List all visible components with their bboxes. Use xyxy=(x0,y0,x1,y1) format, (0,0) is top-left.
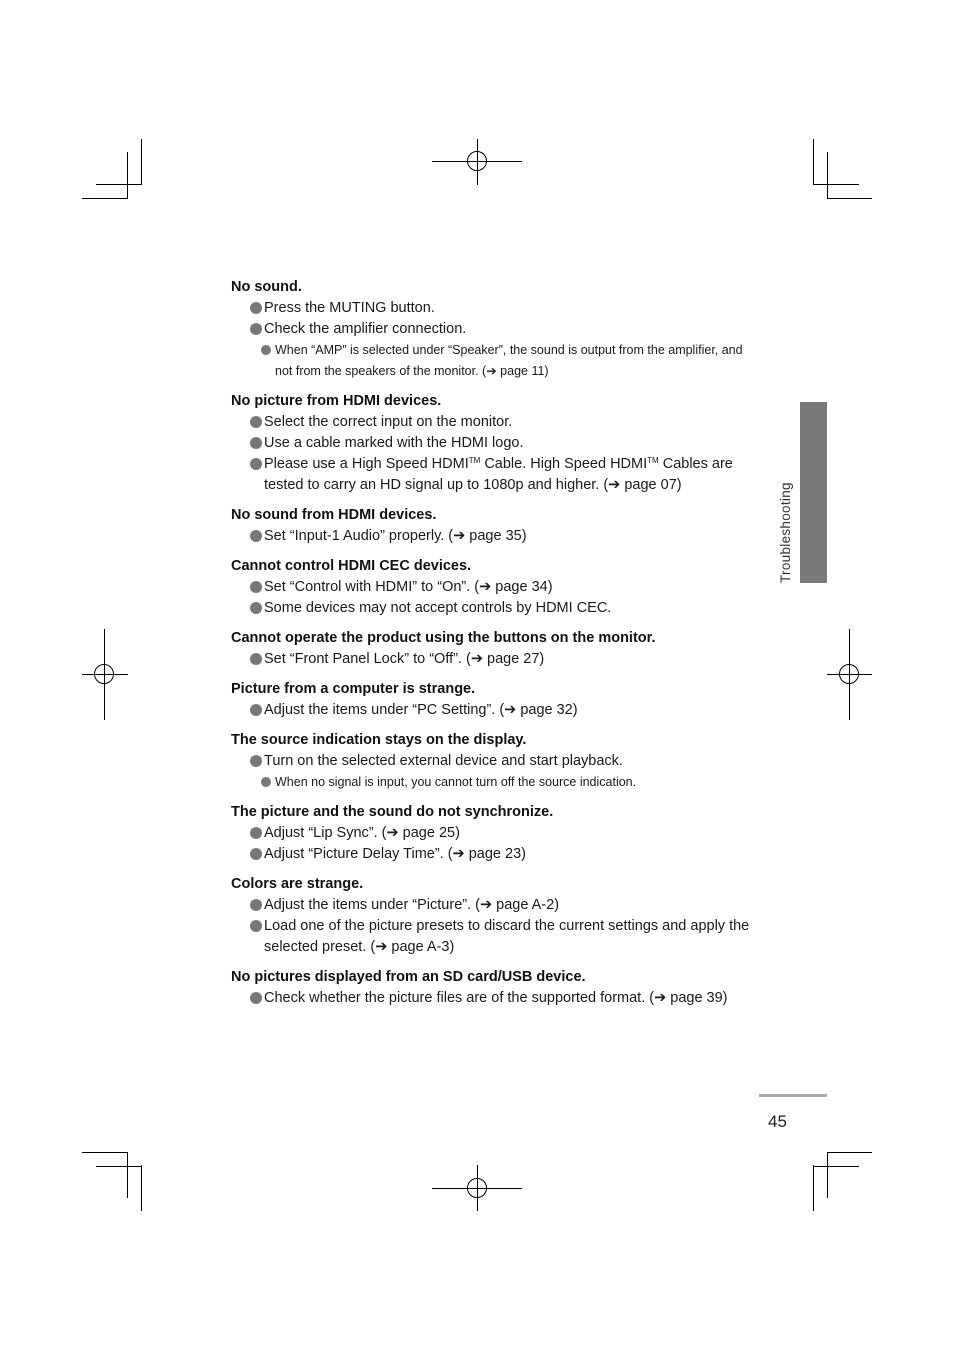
item-text: Turn on the selected external device and start playback. xyxy=(264,753,623,769)
bullet-icon xyxy=(261,777,271,787)
bullet-icon xyxy=(250,827,262,839)
item-text: When “AMP” is selected under “Speaker”, the sound is output from the amplifier, and not from the speakers of the monitor. (➔ page 11) xyxy=(275,343,743,378)
item-text: Check the amplifier connection. xyxy=(264,321,467,337)
item-text: Adjust “Picture Delay Time”. (➔ page 23) xyxy=(264,846,526,862)
item-text: Check whether the picture files are of the supported format. (➔ page 39) xyxy=(264,990,728,1006)
item-text: Use a cable marked with the HDMI logo. xyxy=(264,435,524,451)
section-heading: No sound. xyxy=(231,279,302,295)
bullet-icon xyxy=(250,755,262,767)
troubleshooting-section xyxy=(231,556,751,619)
bullet-icon xyxy=(250,530,262,542)
section-heading: The source indication stays on the display. xyxy=(231,732,527,748)
bullet-item xyxy=(231,751,751,772)
bullet-item xyxy=(231,649,751,670)
bullet-icon xyxy=(250,302,262,314)
item-text: Press the MUTING button. xyxy=(264,300,435,316)
bullet-item xyxy=(231,412,751,433)
bullet-item xyxy=(231,598,751,619)
bullet-icon xyxy=(250,458,262,470)
troubleshooting-section xyxy=(231,874,751,958)
troubleshooting-section xyxy=(231,967,751,1009)
bullet-icon xyxy=(261,345,271,355)
bullet-item xyxy=(231,700,751,721)
note-item xyxy=(231,772,751,793)
item-text: Adjust “Lip Sync”. (➔ page 25) xyxy=(264,825,460,841)
section-heading: The picture and the sound do not synchronize. xyxy=(231,804,554,820)
section-heading: No sound from HDMI devices. xyxy=(231,507,437,523)
section-heading: Picture from a computer is strange. xyxy=(231,681,476,697)
section-heading: No pictures displayed from an SD card/USB device. xyxy=(231,969,586,985)
bullet-icon xyxy=(250,437,262,449)
item-text: Select the correct input on the monitor. xyxy=(264,414,513,430)
note-item xyxy=(231,340,751,382)
item-text: Set “Input-1 Audio” properly. (➔ page 35) xyxy=(264,528,527,544)
bullet-item xyxy=(231,298,751,319)
item-text: Adjust the items under “PC Setting”. (➔ page 32) xyxy=(264,702,578,718)
bullet-icon xyxy=(250,416,262,428)
section-heading: No picture from HDMI devices. xyxy=(231,393,442,409)
bullet-item xyxy=(231,895,751,916)
item-text: Cable. High Speed HDMI xyxy=(480,456,648,472)
bullet-item xyxy=(231,319,751,340)
bullet-item xyxy=(231,844,751,865)
bullet-icon xyxy=(250,704,262,716)
bullet-icon xyxy=(250,920,262,932)
section-tab-label: Troubleshooting xyxy=(778,482,793,583)
bullet-item xyxy=(231,916,751,958)
bullet-icon xyxy=(250,653,262,665)
item-text: Please use a High Speed HDMI xyxy=(264,456,469,472)
bullet-icon xyxy=(250,602,262,614)
item-text: Adjust the items under “Picture”. (➔ page A-2) xyxy=(264,897,560,913)
bullet-item xyxy=(231,823,751,844)
bullet-icon xyxy=(250,323,262,335)
bullet-icon xyxy=(250,848,262,860)
section-tab xyxy=(800,402,827,583)
bullet-item xyxy=(231,577,751,598)
section-heading: Cannot control HDMI CEC devices. xyxy=(231,558,472,574)
troubleshooting-section xyxy=(231,391,751,496)
troubleshooting-section xyxy=(231,505,751,547)
item-text: Load one of the picture presets to discard the current settings and apply the selected preset. (➔ page A-3) xyxy=(264,918,750,955)
page-number: 45 xyxy=(768,1112,787,1131)
trademark-superscript: TM xyxy=(647,456,659,465)
section-heading: Cannot operate the product using the buttons on the monitor. xyxy=(231,630,656,646)
bullet-icon xyxy=(250,899,262,911)
item-text: Set “Control with HDMI” to “On”. (➔ page 34) xyxy=(264,579,553,595)
troubleshooting-section xyxy=(231,730,751,793)
item-text: Some devices may not accept controls by HDMI CEC. xyxy=(264,600,612,616)
troubleshooting-section xyxy=(231,277,751,382)
bullet-icon xyxy=(250,581,262,593)
section-heading: Colors are strange. xyxy=(231,876,364,892)
item-text: When no signal is input, you cannot turn off the source indication. xyxy=(275,775,637,789)
item-text: Cables are tested to carry an HD signal up to 1080p and higher. (➔ page 07) xyxy=(264,456,733,493)
bullet-icon xyxy=(250,992,262,1004)
troubleshooting-section xyxy=(231,802,751,865)
bullet-item xyxy=(231,526,751,547)
bullet-item xyxy=(231,433,751,454)
item-text: Set “Front Panel Lock” to “Off”. (➔ page 27) xyxy=(264,651,545,667)
bullet-item xyxy=(231,988,751,1009)
troubleshooting-section xyxy=(231,679,751,721)
bullet-item xyxy=(231,454,751,496)
trademark-superscript: TM xyxy=(468,456,481,465)
page-number-rule xyxy=(759,1094,827,1097)
troubleshooting-section xyxy=(231,628,751,670)
troubleshooting-list xyxy=(231,277,751,1018)
